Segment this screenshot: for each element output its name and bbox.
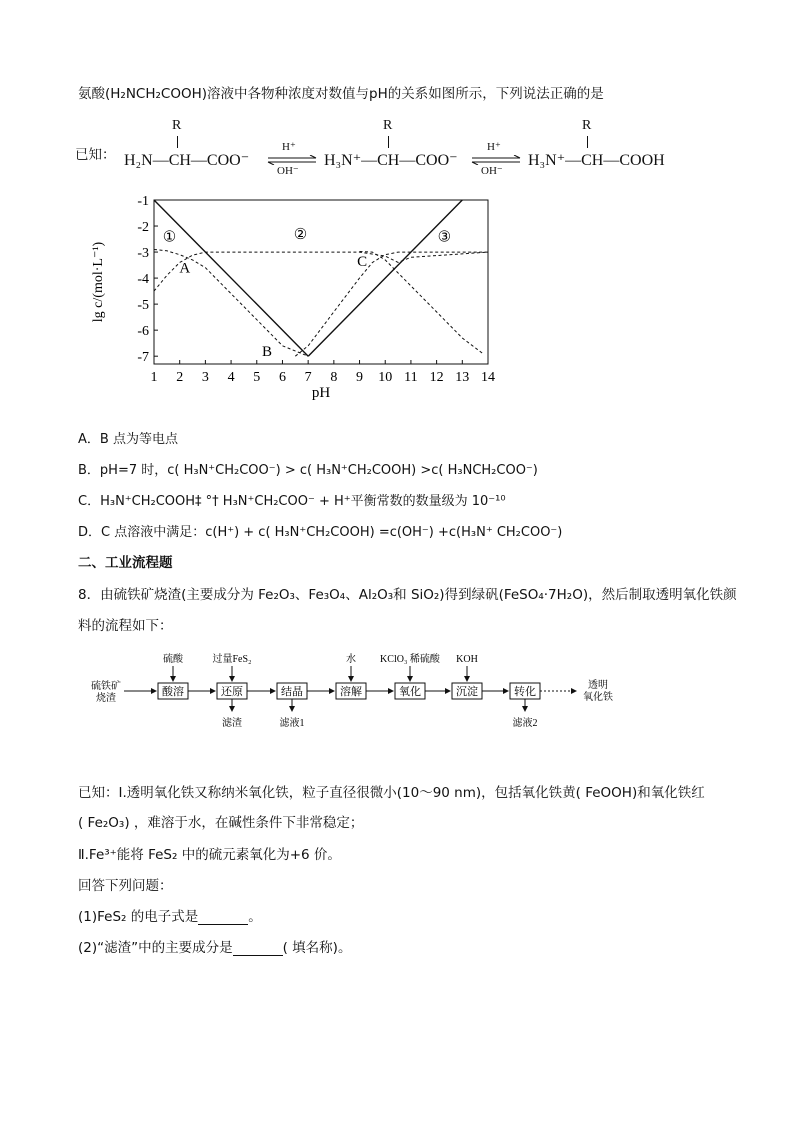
question7-intro: 氨酸(H₂NCH₂COOH)溶液中各物种浓度对数值与pH的关系如图所示，下列说法正确的是 [78, 86, 604, 102]
known-label: 已知： [75, 147, 116, 163]
x-tick-label: 6 [278, 370, 286, 385]
backward-reagent-1: OH⁻ [277, 165, 299, 177]
flow-output-label: 滤渣 [222, 718, 242, 729]
option-d[interactable]: D．C 点溶液中满足：c(H⁺) + c( H₃N⁺CH₂COOH) =c(OH⁻) +c(H₃N⁺ CH₂COO⁻) [78, 525, 563, 540]
flow-input-label: 硫酸 [163, 654, 183, 665]
flow-box-label: 氧化 [399, 686, 421, 698]
flow-box-label: 酸溶 [162, 686, 184, 698]
y-tick-label: -4 [137, 272, 149, 288]
flow-box-label: 溶解 [340, 686, 362, 698]
option-b[interactable]: B．pH=7 时，c( H₃N⁺CH₂COO⁻) > c( H₃N⁺CH₂COOH) >c( H₃NCH₂COO⁻) [78, 463, 538, 478]
sub-question-1-text: (1)FeS₂ 的电子式是 [78, 909, 199, 925]
y-tick-label: -6 [137, 324, 149, 340]
species-cation: H₃N⁺—CH—COOH [528, 152, 665, 169]
flow-input-label: 过量FeS₂ [212, 654, 252, 665]
y-axis-label [91, 241, 106, 322]
backward-reagent-2: OH⁻ [481, 165, 503, 177]
x-tick-label: 1 [150, 370, 158, 385]
x-tick-label: 11 [404, 370, 418, 385]
series-line [308, 200, 462, 356]
species-zwitterion: H₃N⁺—CH—COO⁻ [324, 152, 458, 169]
process-flow-diagram [86, 650, 646, 732]
flow-start-label: 硫铁矿 [91, 681, 121, 692]
sub-question-1-end: 。 [248, 909, 262, 925]
x-tick-label: 14 [481, 370, 495, 385]
answer-blank-2[interactable] [233, 941, 283, 956]
chart-annotation: B [262, 343, 273, 360]
x-tick-label: 8 [330, 370, 338, 385]
x-tick-label: 7 [304, 370, 312, 385]
y-tick-label: -2 [137, 220, 149, 236]
sub-question-2-text: (2)“滤渣”中的主要成分是 [78, 940, 233, 956]
chart-annotation: A [179, 260, 191, 277]
question8-intro-line2: 料的流程如下： [78, 618, 173, 634]
flow-input-label: KOH [456, 654, 478, 665]
concentration-ph-chart [80, 192, 510, 414]
r-group-label-3: R [582, 118, 592, 133]
option-a[interactable]: A．B 点为等电点 [78, 432, 178, 447]
r-bond-2 [388, 136, 389, 148]
flow-input-label: KClO₃ 稀硫酸 [380, 654, 440, 665]
r-group-label-1: R [172, 118, 182, 133]
x-tick-label: 10 [378, 370, 393, 385]
forward-reagent-1: H⁺ [282, 141, 296, 153]
answer-prompt: 回答下列问题： [78, 878, 173, 894]
flow-end-label-line2: 氧化铁 [583, 692, 613, 703]
forward-reagent-2: H⁺ [487, 141, 501, 153]
y-tick-label: -7 [137, 350, 149, 366]
chart-annotation: ③ [437, 229, 452, 246]
sub-question-1 [78, 905, 262, 925]
chart-annotation: ② [293, 226, 308, 243]
flow-box-label: 沉淀 [456, 686, 478, 698]
x-tick-label: 4 [227, 370, 235, 385]
answer-blank-1[interactable] [198, 910, 248, 925]
x-tick-label: 5 [253, 370, 261, 385]
flow-box-label: 转化 [514, 686, 536, 698]
y-tick-label: -1 [137, 194, 149, 209]
r-group-label-2: R [383, 118, 393, 133]
known1-line2: ( Fe₂O₃) ，难溶于水，在碱性条件下非常稳定； [78, 815, 364, 831]
known2: Ⅱ.Fe³⁺能将 FeS₂ 中的硫元素氧化为+6 价。 [78, 847, 341, 863]
y-axis-label-text: lg c/(mol·L⁻¹) [91, 241, 106, 323]
x-axis-label: pH [311, 385, 331, 401]
flow-end-label: 透明 [588, 680, 608, 691]
r-bond-3 [587, 136, 588, 148]
flow-output-label: 滤液2 [512, 718, 538, 729]
sub-question-2 [78, 936, 351, 956]
r-bond-1 [177, 136, 178, 148]
chart-annotation: ① [162, 229, 177, 246]
x-tick-label: 12 [429, 370, 444, 385]
series-line [154, 200, 308, 356]
series-line [154, 252, 488, 291]
chart-annotation: C [357, 254, 368, 271]
question8-intro-line1: 8．由硫铁矿烧渣(主要成分为 Fe₂O₃、Fe₃O₄、Al₂O₃和 SiO₂)得到绿矾(FeSO₄·7H₂O)，然后制取透明氧化铁颜 [78, 587, 737, 603]
x-tick-label: 13 [455, 370, 470, 385]
flow-input-label: 水 [346, 654, 356, 665]
known1-line1: 已知：Ⅰ.透明氧化铁又称纳米氧化铁，粒子直径很微小(10～90 nm)，包括氧化铁黄( FeOOH)和氧化铁红 [78, 785, 705, 801]
x-tick-label: 9 [356, 370, 364, 385]
flow-output-label: 滤液1 [279, 718, 305, 729]
option-c[interactable]: C．H₃N⁺CH₂COOH‡ °† H₃N⁺CH₂COO⁻ + H⁺平衡常数的数量级为 10⁻¹⁰ [78, 494, 506, 509]
sub-question-2-end: ( 填名称)。 [282, 940, 352, 956]
flow-start-label-line2: 烧渣 [96, 693, 116, 704]
y-tick-label: -5 [137, 298, 149, 314]
section-title: 二、工业流程题 [78, 555, 173, 571]
x-tick-label: 2 [176, 370, 184, 385]
flow-box-label: 还原 [221, 686, 243, 698]
series-line [360, 252, 483, 354]
y-tick-label: -3 [137, 246, 149, 262]
species-anion: H₂N—CH—COO⁻ [124, 152, 250, 169]
flow-box-label: 结晶 [281, 686, 303, 698]
x-tick-label: 3 [201, 370, 209, 385]
